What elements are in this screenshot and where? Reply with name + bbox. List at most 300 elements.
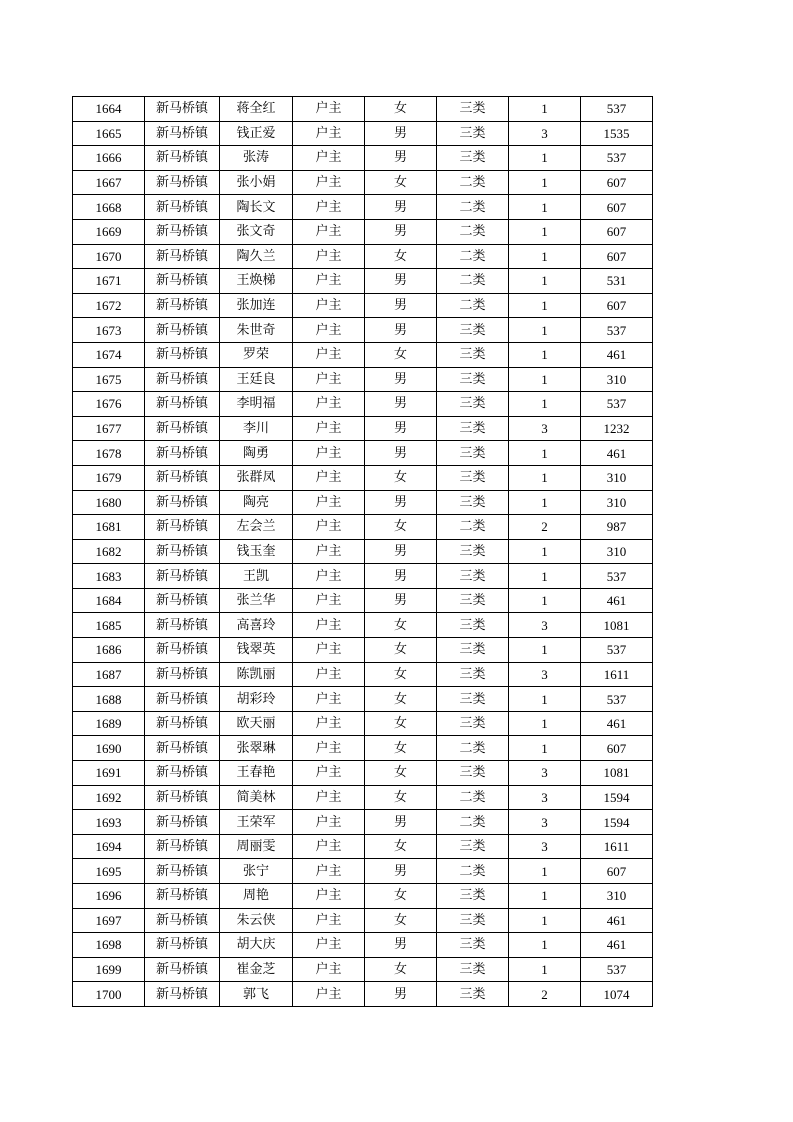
record-number-cell: 1669	[73, 219, 145, 244]
category-cell: 三类	[437, 367, 509, 392]
name-cell: 张小娟	[220, 170, 293, 195]
record-number-cell: 1678	[73, 441, 145, 466]
town-cell: 新马桥镇	[145, 982, 220, 1007]
amount-cell: 537	[581, 97, 653, 122]
amount-cell: 607	[581, 195, 653, 220]
household-size-cell: 1	[509, 170, 581, 195]
name-cell: 陶久兰	[220, 244, 293, 269]
table-row	[73, 269, 653, 294]
name-cell: 简美林	[220, 785, 293, 810]
name-cell: 郭飞	[220, 982, 293, 1007]
amount-cell: 537	[581, 318, 653, 343]
category-cell: 三类	[437, 933, 509, 958]
town-cell: 新马桥镇	[145, 195, 220, 220]
household-size-cell: 3	[509, 662, 581, 687]
gender-cell: 男	[365, 933, 437, 958]
record-number-cell: 1681	[73, 515, 145, 540]
category-cell: 二类	[437, 785, 509, 810]
amount-cell: 1232	[581, 416, 653, 441]
table-row	[73, 392, 653, 417]
household-size-cell: 1	[509, 392, 581, 417]
name-cell: 欧天丽	[220, 711, 293, 736]
household-size-cell: 3	[509, 613, 581, 638]
amount-cell: 1535	[581, 121, 653, 146]
category-cell: 二类	[437, 293, 509, 318]
gender-cell: 女	[365, 761, 437, 786]
record-number-cell: 1693	[73, 810, 145, 835]
household-size-cell: 1	[509, 342, 581, 367]
town-cell: 新马桥镇	[145, 908, 220, 933]
name-cell: 王焕梯	[220, 269, 293, 294]
name-cell: 张文奇	[220, 219, 293, 244]
town-cell: 新马桥镇	[145, 859, 220, 884]
town-cell: 新马桥镇	[145, 638, 220, 663]
record-number-cell: 1679	[73, 465, 145, 490]
amount-cell: 607	[581, 293, 653, 318]
town-cell: 新马桥镇	[145, 318, 220, 343]
name-cell: 高喜玲	[220, 613, 293, 638]
household-size-cell: 1	[509, 687, 581, 712]
gender-cell: 女	[365, 465, 437, 490]
table-row	[73, 515, 653, 540]
table-row	[73, 564, 653, 589]
name-cell: 胡大庆	[220, 933, 293, 958]
town-cell: 新马桥镇	[145, 539, 220, 564]
name-cell: 朱世奇	[220, 318, 293, 343]
gender-cell: 男	[365, 810, 437, 835]
town-cell: 新马桥镇	[145, 687, 220, 712]
relationship-cell: 户主	[293, 465, 365, 490]
table-row	[73, 982, 653, 1007]
town-cell: 新马桥镇	[145, 441, 220, 466]
household-size-cell: 1	[509, 219, 581, 244]
household-size-cell: 3	[509, 810, 581, 835]
record-number-cell: 1690	[73, 736, 145, 761]
category-cell: 三类	[437, 711, 509, 736]
gender-cell: 男	[365, 564, 437, 589]
town-cell: 新马桥镇	[145, 933, 220, 958]
town-cell: 新马桥镇	[145, 146, 220, 171]
relationship-cell: 户主	[293, 957, 365, 982]
record-number-cell: 1674	[73, 342, 145, 367]
relationship-cell: 户主	[293, 810, 365, 835]
table-row	[73, 711, 653, 736]
record-number-cell: 1684	[73, 588, 145, 613]
relationship-cell: 户主	[293, 219, 365, 244]
category-cell: 二类	[437, 736, 509, 761]
record-number-cell: 1689	[73, 711, 145, 736]
relationship-cell: 户主	[293, 982, 365, 1007]
gender-cell: 女	[365, 785, 437, 810]
town-cell: 新马桥镇	[145, 662, 220, 687]
gender-cell: 男	[365, 195, 437, 220]
gender-cell: 女	[365, 736, 437, 761]
table-row	[73, 416, 653, 441]
table-row	[73, 244, 653, 269]
record-number-cell: 1680	[73, 490, 145, 515]
record-number-cell: 1683	[73, 564, 145, 589]
table-row	[73, 97, 653, 122]
gender-cell: 男	[365, 392, 437, 417]
gender-cell: 女	[365, 834, 437, 859]
category-cell: 二类	[437, 170, 509, 195]
relationship-cell: 户主	[293, 785, 365, 810]
category-cell: 三类	[437, 416, 509, 441]
household-size-cell: 1	[509, 465, 581, 490]
household-size-cell: 1	[509, 638, 581, 663]
name-cell: 蒋全红	[220, 97, 293, 122]
category-cell: 三类	[437, 318, 509, 343]
category-cell: 二类	[437, 810, 509, 835]
amount-cell: 607	[581, 736, 653, 761]
category-cell: 三类	[437, 539, 509, 564]
amount-cell: 461	[581, 342, 653, 367]
gender-cell: 男	[365, 318, 437, 343]
household-size-cell: 1	[509, 244, 581, 269]
record-number-cell: 1666	[73, 146, 145, 171]
amount-cell: 1081	[581, 761, 653, 786]
household-size-cell: 1	[509, 490, 581, 515]
category-cell: 二类	[437, 859, 509, 884]
record-number-cell: 1695	[73, 859, 145, 884]
category-cell: 三类	[437, 121, 509, 146]
category-cell: 二类	[437, 195, 509, 220]
household-size-cell: 1	[509, 269, 581, 294]
record-number-cell: 1700	[73, 982, 145, 1007]
name-cell: 陶长文	[220, 195, 293, 220]
gender-cell: 女	[365, 711, 437, 736]
household-size-cell: 3	[509, 416, 581, 441]
town-cell: 新马桥镇	[145, 465, 220, 490]
town-cell: 新马桥镇	[145, 170, 220, 195]
gender-cell: 男	[365, 293, 437, 318]
relationship-cell: 户主	[293, 515, 365, 540]
town-cell: 新马桥镇	[145, 711, 220, 736]
household-size-cell: 1	[509, 318, 581, 343]
relationship-cell: 户主	[293, 195, 365, 220]
category-cell: 三类	[437, 908, 509, 933]
amount-cell: 461	[581, 711, 653, 736]
relationship-cell: 户主	[293, 859, 365, 884]
town-cell: 新马桥镇	[145, 293, 220, 318]
category-cell: 二类	[437, 515, 509, 540]
amount-cell: 1074	[581, 982, 653, 1007]
category-cell: 三类	[437, 761, 509, 786]
household-size-cell: 1	[509, 736, 581, 761]
relationship-cell: 户主	[293, 490, 365, 515]
gender-cell: 男	[365, 859, 437, 884]
category-cell: 三类	[437, 982, 509, 1007]
record-number-cell: 1698	[73, 933, 145, 958]
town-cell: 新马桥镇	[145, 736, 220, 761]
relationship-cell: 户主	[293, 269, 365, 294]
category-cell: 三类	[437, 884, 509, 909]
category-cell: 三类	[437, 342, 509, 367]
town-cell: 新马桥镇	[145, 269, 220, 294]
relationship-cell: 户主	[293, 367, 365, 392]
name-cell: 罗荣	[220, 342, 293, 367]
category-cell: 三类	[437, 441, 509, 466]
household-size-cell: 1	[509, 564, 581, 589]
record-number-cell: 1676	[73, 392, 145, 417]
record-number-cell: 1687	[73, 662, 145, 687]
gender-cell: 男	[365, 490, 437, 515]
relationship-cell: 户主	[293, 761, 365, 786]
town-cell: 新马桥镇	[145, 416, 220, 441]
amount-cell: 537	[581, 957, 653, 982]
household-size-cell: 1	[509, 859, 581, 884]
name-cell: 钱正爱	[220, 121, 293, 146]
relationship-cell: 户主	[293, 588, 365, 613]
gender-cell: 男	[365, 416, 437, 441]
town-cell: 新马桥镇	[145, 810, 220, 835]
household-size-cell: 1	[509, 588, 581, 613]
record-number-cell: 1685	[73, 613, 145, 638]
amount-cell: 537	[581, 564, 653, 589]
town-cell: 新马桥镇	[145, 121, 220, 146]
record-number-cell: 1686	[73, 638, 145, 663]
name-cell: 张群凤	[220, 465, 293, 490]
amount-cell: 461	[581, 441, 653, 466]
amount-cell: 537	[581, 146, 653, 171]
category-cell: 三类	[437, 638, 509, 663]
name-cell: 王廷良	[220, 367, 293, 392]
category-cell: 三类	[437, 613, 509, 638]
gender-cell: 女	[365, 662, 437, 687]
table-row	[73, 318, 653, 343]
name-cell: 胡彩玲	[220, 687, 293, 712]
name-cell: 王凯	[220, 564, 293, 589]
amount-cell: 1594	[581, 785, 653, 810]
category-cell: 二类	[437, 219, 509, 244]
household-size-cell: 1	[509, 195, 581, 220]
town-cell: 新马桥镇	[145, 97, 220, 122]
record-number-cell: 1675	[73, 367, 145, 392]
table-row	[73, 810, 653, 835]
town-cell: 新马桥镇	[145, 761, 220, 786]
record-number-cell: 1667	[73, 170, 145, 195]
amount-cell: 537	[581, 392, 653, 417]
table-row	[73, 342, 653, 367]
household-size-cell: 1	[509, 539, 581, 564]
relationship-cell: 户主	[293, 933, 365, 958]
relationship-cell: 户主	[293, 170, 365, 195]
amount-cell: 1081	[581, 613, 653, 638]
name-cell: 张翠琳	[220, 736, 293, 761]
name-cell: 陶亮	[220, 490, 293, 515]
town-cell: 新马桥镇	[145, 834, 220, 859]
table-row	[73, 170, 653, 195]
relationship-cell: 户主	[293, 736, 365, 761]
record-number-cell: 1673	[73, 318, 145, 343]
category-cell: 二类	[437, 244, 509, 269]
town-cell: 新马桥镇	[145, 342, 220, 367]
name-cell: 陶勇	[220, 441, 293, 466]
relationship-cell: 户主	[293, 834, 365, 859]
record-number-cell: 1688	[73, 687, 145, 712]
table-row	[73, 687, 653, 712]
name-cell: 李明福	[220, 392, 293, 417]
amount-cell: 310	[581, 490, 653, 515]
household-size-cell: 1	[509, 933, 581, 958]
household-size-cell: 1	[509, 367, 581, 392]
table-row	[73, 367, 653, 392]
relationship-cell: 户主	[293, 441, 365, 466]
household-size-cell: 1	[509, 908, 581, 933]
table-row	[73, 613, 653, 638]
relationship-cell: 户主	[293, 318, 365, 343]
record-number-cell: 1692	[73, 785, 145, 810]
household-size-cell: 1	[509, 884, 581, 909]
gender-cell: 女	[365, 957, 437, 982]
record-number-cell: 1672	[73, 293, 145, 318]
town-cell: 新马桥镇	[145, 244, 220, 269]
amount-cell: 461	[581, 588, 653, 613]
category-cell: 三类	[437, 687, 509, 712]
name-cell: 周丽雯	[220, 834, 293, 859]
gender-cell: 女	[365, 884, 437, 909]
record-number-cell: 1664	[73, 97, 145, 122]
relationship-cell: 户主	[293, 613, 365, 638]
record-number-cell: 1677	[73, 416, 145, 441]
name-cell: 张宁	[220, 859, 293, 884]
category-cell: 三类	[437, 834, 509, 859]
household-size-cell: 3	[509, 785, 581, 810]
table-row	[73, 859, 653, 884]
household-size-cell: 2	[509, 982, 581, 1007]
gender-cell: 女	[365, 342, 437, 367]
relationship-cell: 户主	[293, 244, 365, 269]
name-cell: 张加连	[220, 293, 293, 318]
town-cell: 新马桥镇	[145, 367, 220, 392]
town-cell: 新马桥镇	[145, 515, 220, 540]
town-cell: 新马桥镇	[145, 564, 220, 589]
town-cell: 新马桥镇	[145, 884, 220, 909]
household-size-cell: 1	[509, 957, 581, 982]
amount-cell: 537	[581, 638, 653, 663]
gender-cell: 男	[365, 539, 437, 564]
town-cell: 新马桥镇	[145, 613, 220, 638]
name-cell: 王春艳	[220, 761, 293, 786]
household-size-cell: 3	[509, 834, 581, 859]
relationship-cell: 户主	[293, 638, 365, 663]
town-cell: 新马桥镇	[145, 957, 220, 982]
records-table	[72, 96, 653, 1007]
table-row	[73, 219, 653, 244]
name-cell: 朱云侠	[220, 908, 293, 933]
amount-cell: 607	[581, 219, 653, 244]
category-cell: 三类	[437, 490, 509, 515]
town-cell: 新马桥镇	[145, 219, 220, 244]
amount-cell: 1611	[581, 834, 653, 859]
name-cell: 李川	[220, 416, 293, 441]
gender-cell: 男	[365, 269, 437, 294]
name-cell: 张兰华	[220, 588, 293, 613]
table-row	[73, 638, 653, 663]
table-row	[73, 736, 653, 761]
relationship-cell: 户主	[293, 564, 365, 589]
table-row	[73, 121, 653, 146]
gender-cell: 女	[365, 244, 437, 269]
relationship-cell: 户主	[293, 342, 365, 367]
table-row	[73, 834, 653, 859]
relationship-cell: 户主	[293, 884, 365, 909]
amount-cell: 310	[581, 367, 653, 392]
table-row	[73, 465, 653, 490]
relationship-cell: 户主	[293, 662, 365, 687]
relationship-cell: 户主	[293, 416, 365, 441]
town-cell: 新马桥镇	[145, 588, 220, 613]
category-cell: 三类	[437, 465, 509, 490]
gender-cell: 女	[365, 613, 437, 638]
household-size-cell: 1	[509, 711, 581, 736]
name-cell: 陈凯丽	[220, 662, 293, 687]
record-number-cell: 1699	[73, 957, 145, 982]
category-cell: 三类	[437, 564, 509, 589]
gender-cell: 男	[365, 982, 437, 1007]
household-size-cell: 3	[509, 121, 581, 146]
gender-cell: 男	[365, 121, 437, 146]
table-row	[73, 146, 653, 171]
category-cell: 三类	[437, 662, 509, 687]
amount-cell: 310	[581, 539, 653, 564]
name-cell: 崔金芝	[220, 957, 293, 982]
household-size-cell: 1	[509, 293, 581, 318]
town-cell: 新马桥镇	[145, 785, 220, 810]
amount-cell: 1594	[581, 810, 653, 835]
record-number-cell: 1697	[73, 908, 145, 933]
amount-cell: 1611	[581, 662, 653, 687]
relationship-cell: 户主	[293, 711, 365, 736]
amount-cell: 461	[581, 933, 653, 958]
gender-cell: 女	[365, 908, 437, 933]
relationship-cell: 户主	[293, 293, 365, 318]
gender-cell: 女	[365, 170, 437, 195]
table-row	[73, 441, 653, 466]
name-cell: 左会兰	[220, 515, 293, 540]
amount-cell: 607	[581, 859, 653, 884]
name-cell: 周艳	[220, 884, 293, 909]
amount-cell: 607	[581, 170, 653, 195]
gender-cell: 男	[365, 441, 437, 466]
category-cell: 三类	[437, 957, 509, 982]
household-size-cell: 3	[509, 761, 581, 786]
table-row	[73, 761, 653, 786]
household-size-cell: 1	[509, 441, 581, 466]
name-cell: 钱玉奎	[220, 539, 293, 564]
table-row	[73, 539, 653, 564]
table-row	[73, 195, 653, 220]
table-row	[73, 908, 653, 933]
household-size-cell: 1	[509, 146, 581, 171]
category-cell: 三类	[437, 146, 509, 171]
gender-cell: 女	[365, 515, 437, 540]
record-number-cell: 1694	[73, 834, 145, 859]
table-row	[73, 957, 653, 982]
gender-cell: 女	[365, 687, 437, 712]
amount-cell: 987	[581, 515, 653, 540]
table-row	[73, 662, 653, 687]
relationship-cell: 户主	[293, 97, 365, 122]
gender-cell: 男	[365, 219, 437, 244]
record-number-cell: 1665	[73, 121, 145, 146]
gender-cell: 女	[365, 638, 437, 663]
record-number-cell: 1670	[73, 244, 145, 269]
table-row	[73, 490, 653, 515]
amount-cell: 531	[581, 269, 653, 294]
amount-cell: 607	[581, 244, 653, 269]
relationship-cell: 户主	[293, 539, 365, 564]
